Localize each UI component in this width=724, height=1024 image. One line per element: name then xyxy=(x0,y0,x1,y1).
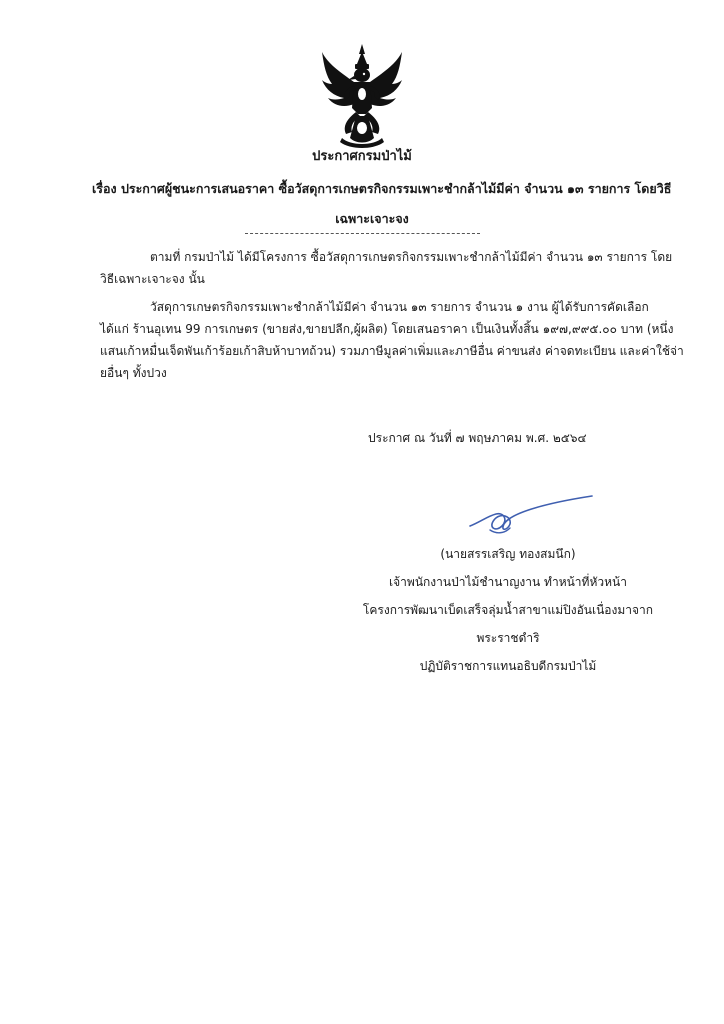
subject-heading xyxy=(92,174,672,234)
document-title: ประกาศกรมป่าไม้ xyxy=(312,149,412,164)
subject-line: เรื่อง ประกาศผู้ชนะการเสนอราคา ซื้อวัสดุการเกษตรกิจกรรมเพาะชำกล้าไม้มีค่า จำนวน ๑๓ รายการ โดยวิธี xyxy=(92,181,672,196)
paragraph-award xyxy=(100,296,684,384)
paragraph-line: วิธีเฉพาะเจาะจง นั้น xyxy=(100,272,205,286)
paragraph-line: ตามที่ กรมป่าไม้ ได้มีโครงการ ซื้อวัสดุการเกษตรกิจกรรมเพาะชำกล้าไม้มีค่า จำนวน ๑๓ รายการ โดย xyxy=(150,250,673,264)
subject-line: เฉพาะเจาะจง xyxy=(335,211,409,226)
signature-block xyxy=(358,540,658,680)
paragraph-line: ยอื่นๆ ทั้งปวง xyxy=(100,366,167,380)
paragraph-line: แสนเก้าหมื่นเจ็ดพันเก้าร้อยเก้าสิบห้าบาทถ้วน) รวมภาษีมูลค่าเพิ่มและภาษีอื่น ค่าขนส่ง ค่าจดทะเบียน และค่าใช้จ่า xyxy=(100,344,684,358)
signer-position: โครงการพัฒนาเบ็ดเสร็จลุ่มน้ำสาขาแม่ปิงอันเนื่องมาจาก xyxy=(362,603,654,617)
paragraph-line: ได้แก่ ร้านอุเทน 99 การเกษตร (ขายส่ง,ขายปลีก,ผู้ผลิต) โดยเสนอราคา เป็นเงินทั้งสิ้น ๑๙๗,๙๙๕.๐๐ บาท (หนึ่ง xyxy=(100,322,674,336)
announce-date: ประกาศ ณ วันที่ ๗ พฤษภาคม พ.ศ. ๒๕๖๔ xyxy=(368,431,587,445)
dashed-divider xyxy=(245,233,480,234)
paragraph-intro xyxy=(100,246,673,290)
handwritten-signature-icon xyxy=(460,492,600,542)
paragraph-line: วัสดุการเกษตรกิจกรรมเพาะชำกล้าไม้มีค่า จำนวน ๑๓ รายการ จำนวน ๑ งาน ผู้ได้รับการคัดเลือก xyxy=(150,300,649,314)
signer-position: เจ้าพนักงานป่าไม้ชำนาญงาน ทำหน้าที่หัวหน้า xyxy=(389,575,627,589)
signer-name: (นายสรรเสริญ ทองสมนึก) xyxy=(440,547,576,561)
signer-position: ปฏิบัติราชการแทนอธิบดีกรมป่าไม้ xyxy=(419,659,597,673)
signer-position: พระราชดำริ xyxy=(476,631,540,645)
garuda-emblem-icon xyxy=(320,42,404,152)
